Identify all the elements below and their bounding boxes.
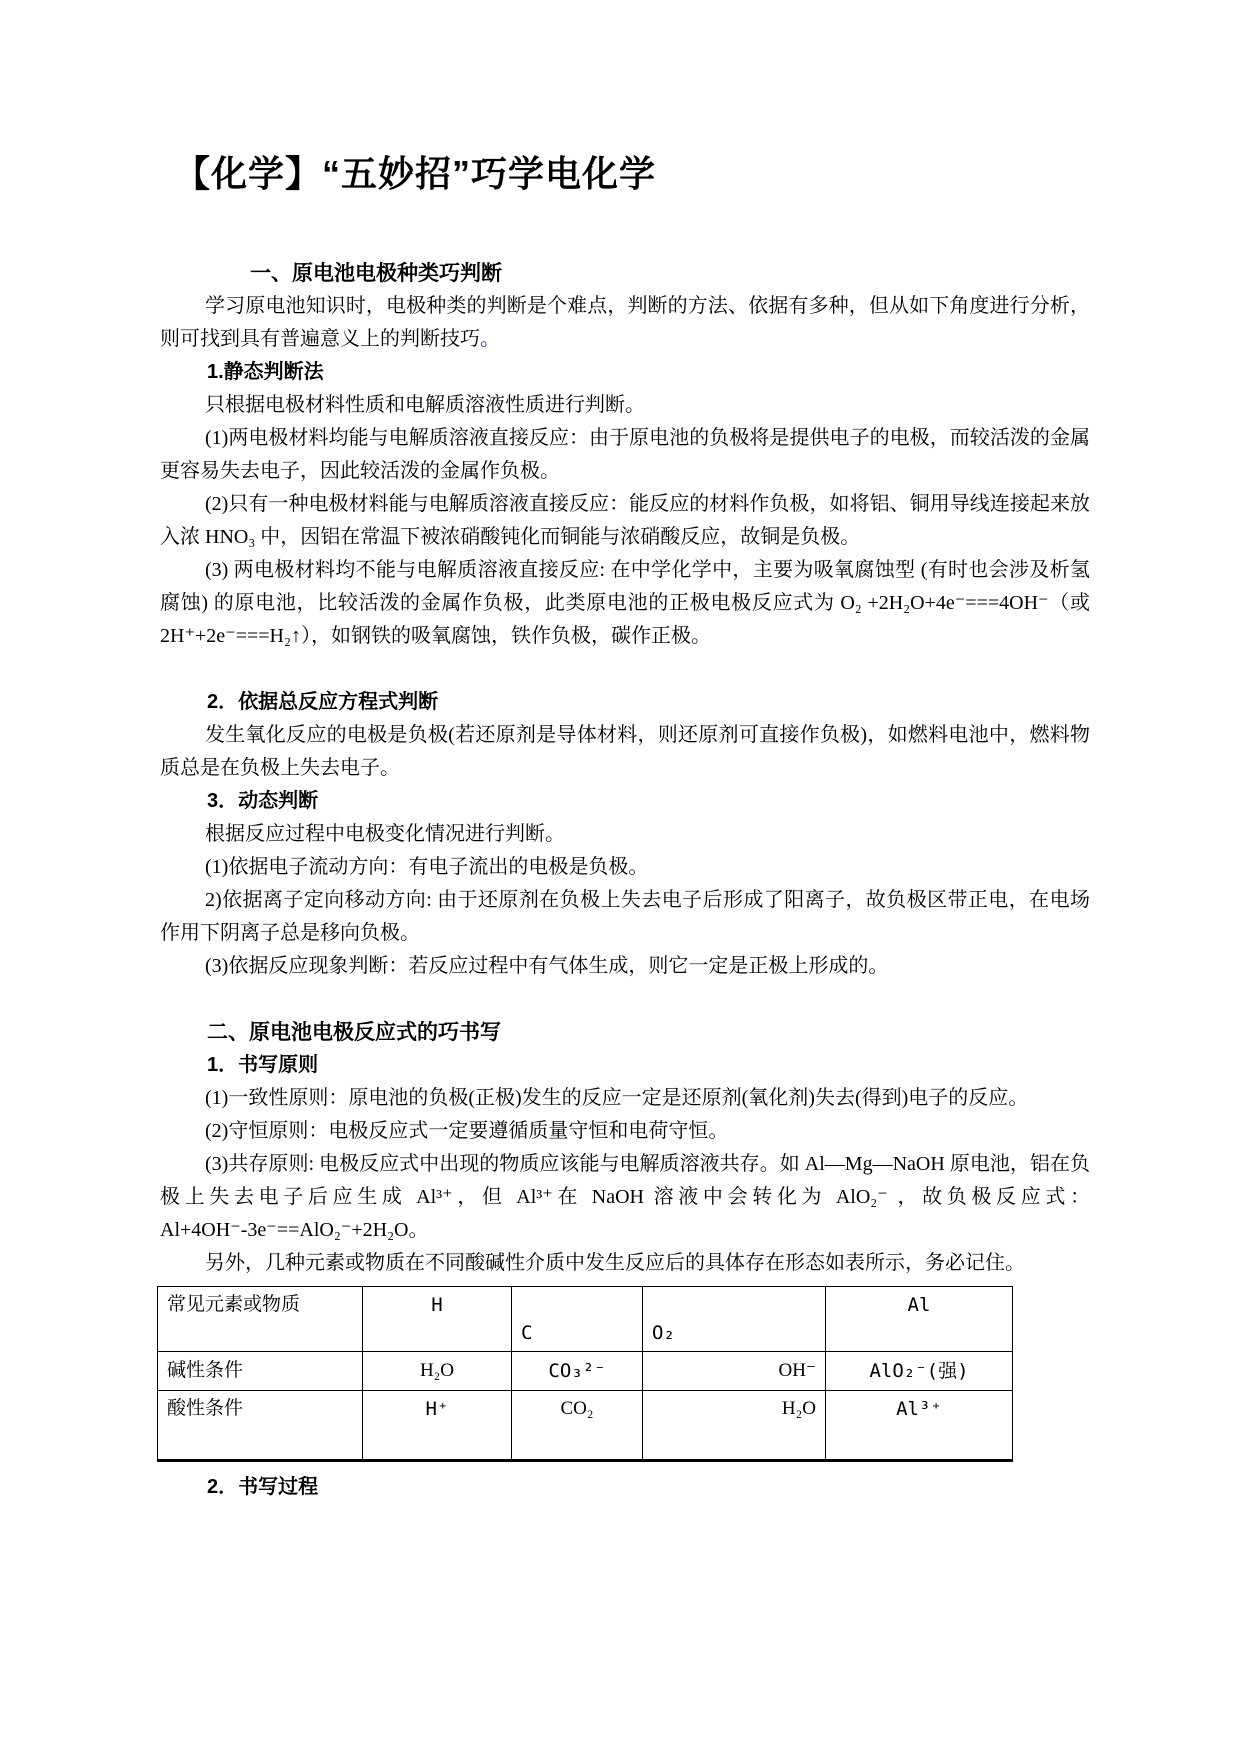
total-reaction-paragraph: 发生氧化反应的电极是负极(若还原剂是导体材料，则还原剂可直接作负极)，如燃料电池中，燃料物质总是在负极上失去电子。 <box>160 724 1090 779</box>
section2-heading: 二、原电池电极反应式的巧书写 <box>207 1021 501 1044</box>
table-row-alkaline <box>158 1352 1013 1391</box>
section1-intro-paragraph <box>160 290 1090 356</box>
static-method-heading: 1.静态判断法 <box>207 361 324 383</box>
alkaline-label-cell: 碱性条件 <box>158 1352 363 1391</box>
dynamic-method-heading: 3．动态判断 <box>207 790 319 812</box>
alkaline-h-cell: H₂O <box>363 1352 512 1391</box>
dynamic-method-point2: 2)依据离子定向移动方向: 由于还原剂在负极上失去电子后形成了阳离子，故负极区带正电，在电场作用下阴离子总是移向负极。 <box>160 889 1090 944</box>
section1-intro-period: 。 <box>480 328 500 350</box>
dynamic-method-intro: 根据反应过程中电极变化情况进行判断。 <box>205 823 565 845</box>
dynamic-method-point3: (3)依据反应现象判断：若反应过程中有气体生成，则它一定是正极上形成的。 <box>205 955 889 977</box>
header-cell-al: Al <box>826 1287 1013 1352</box>
static-method-point1: (1)两电极材料均能与电解质溶液直接反应：由于原电池的负极将是提供电子的电极，而较活泼的金属更容易失去电子，因此较活泼的金属作负极。 <box>160 427 1090 482</box>
acidic-c-cell: CO₂ <box>512 1391 643 1461</box>
table-header-row <box>158 1287 1013 1352</box>
section1-intro-text: 学习原电池知识时，电极种类的判断是个难点，判断的方法、依据有多种，但从如下角度进行分析，则可找到具有普遍意义上的判断技巧 <box>160 295 1090 350</box>
table-row-acidic <box>158 1391 1013 1461</box>
dynamic-method-point1: (1)依据电子流动方向：有电子流出的电极是负极。 <box>205 856 649 878</box>
document-content <box>160 0 1090 1504</box>
static-method-intro: 只根据电极材料性质和电解质溶液性质进行判断。 <box>205 394 645 416</box>
section1-heading: 一、原电池电极种类巧判断 <box>250 262 502 285</box>
total-reaction-heading: 2．依据总反应方程式判断 <box>207 691 439 713</box>
header-cell-o2: O₂ <box>643 1287 826 1352</box>
principle-coexistence: (3)共存原则: 电极反应式中出现的物质应该能与电解质溶液共存。如 Al—Mg—NaOH 原电池，铝在负极上失去电子后应生成 Al³⁺，但 Al³⁺在 NaOH 溶液中会转化为 AlO₂⁻ ，故负极反应式：Al+4OH⁻-3e⁻==AlO₂⁻+2H₂O。 <box>160 1153 1090 1241</box>
principle-conservation: (2)守恒原则：电极反应式一定要遵循质量守恒和电荷守恒。 <box>205 1120 729 1142</box>
spacer <box>160 983 1090 1016</box>
header-cell-c: C <box>512 1287 643 1352</box>
writing-process-heading: 2．书写过程 <box>207 1476 319 1498</box>
header-cell-h: H <box>363 1287 512 1352</box>
alkaline-al-cell: AlO₂⁻(强) <box>826 1352 1013 1391</box>
acidic-label-cell: 酸性条件 <box>158 1391 363 1461</box>
species-forms-table <box>157 1286 1013 1462</box>
alkaline-c-cell: CO₃²⁻ <box>512 1352 643 1391</box>
acidic-al-cell: Al³⁺ <box>826 1391 1013 1461</box>
header-cell-label: 常见元素或物质 <box>158 1287 363 1352</box>
static-method-point3: (3) 两电极材料均不能与电解质溶液直接反应: 在中学化学中，主要为吸氧腐蚀型 (有时也会涉及析氢腐蚀) 的原电池，比较活泼的金属作负极，此类原电池的正极电极反应式为 O₂ +2H₂O+4e⁻===4OH⁻（或 2H⁺+2e⁻===H₂↑），如钢铁的吸氧腐蚀，铁作负极，碳作正极。 <box>160 559 1090 647</box>
writing-principles-heading: 1．书写原则 <box>207 1054 319 1076</box>
spacer <box>160 653 1090 686</box>
acidic-h-cell: H⁺ <box>363 1391 512 1461</box>
acidic-o-cell: H₂O <box>643 1391 826 1461</box>
table-lead-in-paragraph: 另外，几种元素或物质在不同酸碱性介质中发生反应后的具体存在形态如表所示，务必记住。 <box>205 1252 1025 1274</box>
static-method-point2: (2)只有一种电极材料能与电解质溶液直接反应：能反应的材料作负极，如将铝、铜用导线连接起来放入浓 HNO₃ 中，因铝在常温下被浓硝酸钝化而铜能与浓硝酸反应，故铜是负极。 <box>160 493 1090 548</box>
alkaline-o-cell: OH⁻ <box>643 1352 826 1391</box>
principle-consistency: (1)一致性原则：原电池的负极(正极)发生的反应一定是还原剂(氧化剂)失去(得到)电子的反应。 <box>205 1087 1029 1109</box>
document-title: 【化学】“五妙招”巧学电化学 <box>174 153 657 194</box>
